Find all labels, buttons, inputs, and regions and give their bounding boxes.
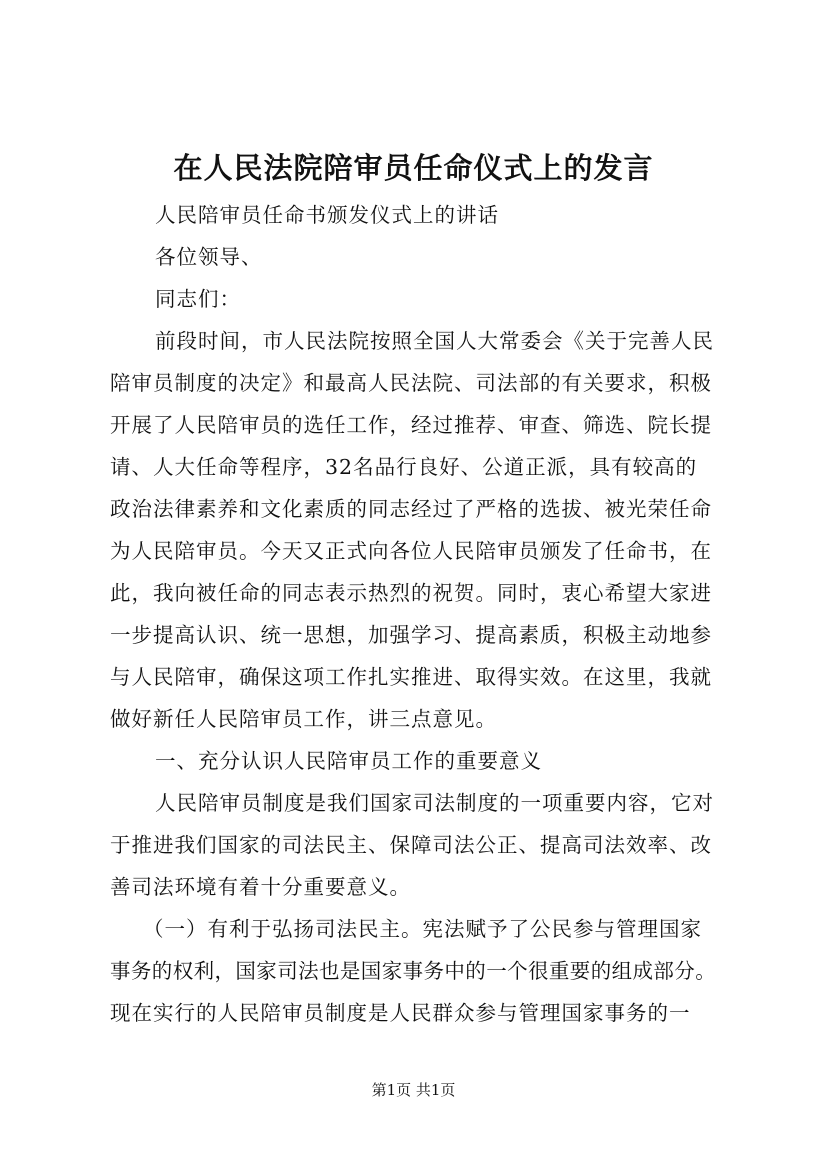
- page-number-footer: 第1页 共1页: [371, 1081, 456, 1099]
- paragraph-line: 此，我向被任命的同志表示热烈的祝贺。同时，衷心希望大家进: [110, 581, 712, 605]
- paragraph-line: 前段时间，市人民法院按照全国人大常委会《关于完善人民: [155, 329, 714, 353]
- paragraph-line: 与人民陪审，确保这项工作扎实推进、取得实效。在这里，我就: [110, 665, 712, 689]
- paragraph-line: 于推进我们国家的司法民主、保障司法公正、提高司法效率、改: [110, 833, 712, 857]
- paragraph-line: 人民陪审员任命书颁发仪式上的讲话: [155, 203, 499, 227]
- paragraph-line: 各位领导、: [155, 245, 263, 269]
- paragraph-line: 同志们：: [155, 287, 241, 311]
- paragraph-line: 人民陪审员制度是我们国家司法制度的一项重要内容，它对: [155, 791, 714, 815]
- paragraph-line: 事务的权利，国家司法也是国家事务中的一个很重要的组成部分。: [110, 959, 717, 983]
- paragraph-line: （一）有利于弘扬司法民主。宪法赋予了公民参与管理国家: [143, 917, 702, 941]
- paragraph-line: 为人民陪审员。今天又正式向各位人民陪审员颁发了任命书，在: [110, 539, 712, 563]
- paragraph-line: 做好新任人民陪审员工作，讲三点意见。: [110, 707, 497, 731]
- paragraph-line: 开展了人民陪审员的选任工作，经过推荐、审查、筛选、院长提: [110, 413, 712, 437]
- paragraph-line: 陪审员制度的决定》和最高人民法院、司法部的有关要求，积极: [110, 371, 712, 395]
- paragraph-line: 政治法律素养和文化素质的同志经过了严格的选拔、被光荣任命: [110, 497, 712, 521]
- document-title: 在人民法院陪审员任命仪式上的发言: [173, 151, 654, 185]
- paragraph-line: 一步提高认识、统一思想，加强学习、提高素质，积极主动地参: [110, 623, 712, 647]
- paragraph-line: 请、人大任命等程序，32名品行良好、公道正派，具有较高的: [110, 455, 698, 479]
- paragraph-line: 善司法环境有着十分重要意义。: [110, 875, 411, 899]
- section-heading: 一、充分认识人民陪审员工作的重要意义: [155, 749, 542, 773]
- paragraph-line: 现在实行的人民陪审员制度是人民群众参与管理国家事务的一: [110, 1001, 691, 1025]
